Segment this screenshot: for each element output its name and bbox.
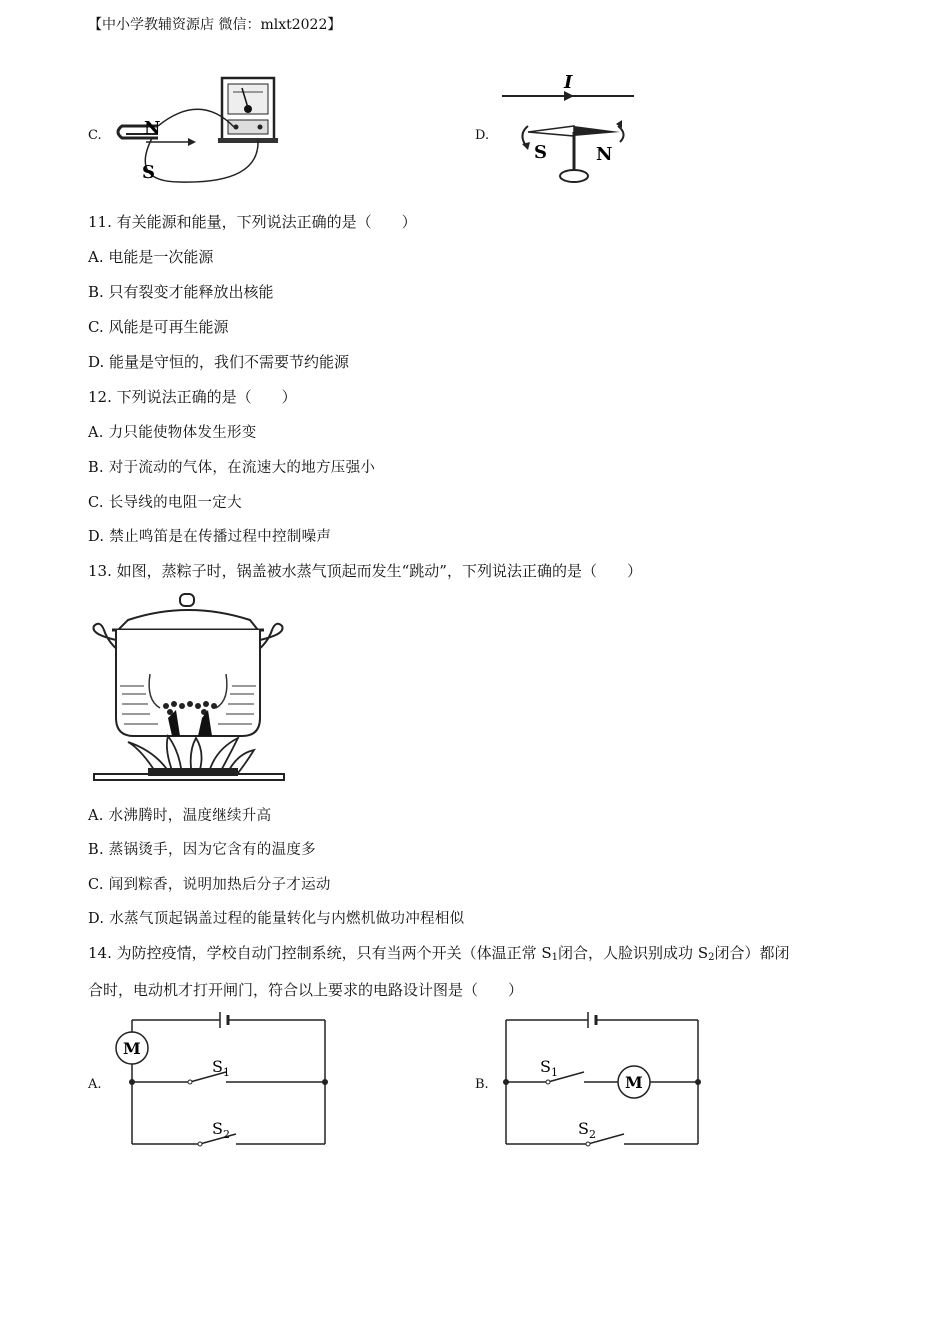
needle-s-pole: S [534,142,547,163]
q12-option-b: B. 对于流动的气体，在流速大的地方压强小 [88,460,376,476]
q10-option-d-figure [500,72,640,190]
q10-option-c-label: C. [88,128,102,143]
switch-s2-label: $S_2$ [212,1119,230,1141]
q11-stem: 11. 有关能源和能量，下列说法正确的是（ ） [88,213,417,231]
q12-option-a: A. 力只能使物体发生形变 [88,425,257,441]
q12-stem: 12. 下列说法正确的是（ ） [88,388,297,406]
circuit-a-label: A. [88,1077,102,1092]
steamer-pot-figure [88,590,293,786]
magnet-n-pole: N [144,118,161,139]
current-label: I [564,72,573,93]
q13-option-d: D. 水蒸气顶起锅盖过程的能量转化与内燃机做功冲程相似 [88,911,465,927]
q10-option-d-label: D. [475,128,490,143]
q14-stem-line2: 合时，电动机才打开闸门，符合以上要求的电路设计图是（ ） [88,981,524,999]
circuit-a-diagram [110,1008,335,1150]
switch-s1-label: $S_1$ [212,1057,230,1079]
q11-option-b: B. 只有裂变才能释放出核能 [88,283,274,301]
motor-icon: M [123,1039,141,1058]
needle-n-pole: N [596,144,613,165]
circuit-b-label: B. [475,1077,489,1092]
q13-option-c: C. 闻到粽香，说明加热后分子才运动 [88,877,331,893]
q14-stem-line1: 14. 为防控疫情，学校自动门控制系统，只有当两个开关（体温正常 $S_1$闭合，人脸识别成功 $S_2$闭合）都闭 [88,944,790,963]
q11-option-c: C. 风能是可再生能源 [88,318,229,336]
switch-s1-label: $S_1$ [540,1057,558,1079]
switch-s2-label: $S_2$ [578,1119,596,1141]
q12-option-c: C. 长导线的电阻一定大 [88,495,242,511]
q12-option-d: D. 禁止鸣笛是在传播过程中控制噪声 [88,529,332,545]
q11-option-d: D. 能量是守恒的，我们不需要节约能源 [88,353,350,371]
circuit-b-diagram [498,1008,708,1150]
q10-option-c-figure [110,72,280,190]
q13-option-b: B. 蒸锅烫手，因为它含有的温度多 [88,842,316,858]
q13-option-a: A. 水沸腾时，温度继续升高 [88,808,272,824]
q13-stem: 13. 如图，蒸粽子时，锅盖被水蒸气顶起而发生“跳动”，下列说法正确的是（ ） [88,562,642,580]
q11-option-a: A. 电能是一次能源 [88,248,214,266]
page-header: 【中小学教辅资源店 微信：mlxt2022】 [88,17,342,33]
motor-icon: M [625,1073,643,1092]
magnet-s-pole: S [142,162,155,183]
